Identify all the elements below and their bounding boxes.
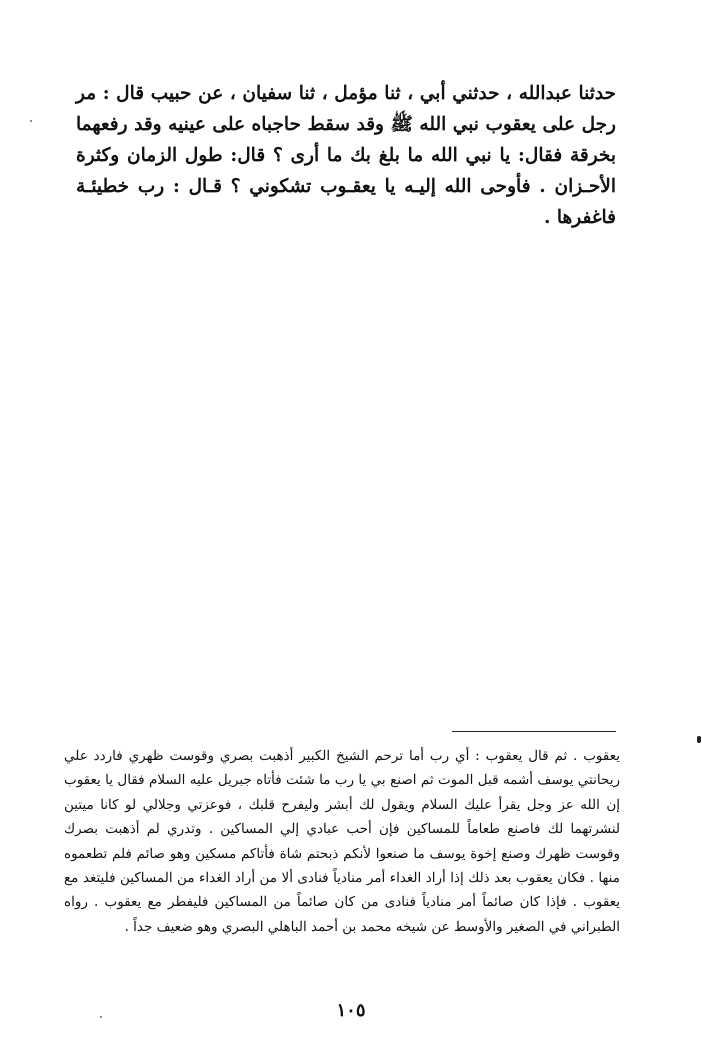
scan-speck (30, 120, 32, 122)
footnote-separator (452, 731, 616, 732)
margin-mark (697, 736, 701, 743)
footnotes-block (64, 744, 620, 939)
scan-speck (100, 1016, 102, 1018)
footnote-paragraph: يعقوب . ثم قال يعقوب : أي رب أما ترحم الشيخ الكبير أذهبت بصري وقوست ظهري فاردد علي ريحانتي يوسف أشمه قبل الموت ثم اصنع بي يا رب ما شئت فأتاه جبريل عليه السلام فقال يا يعقوب إن الله عز وجل يقرأ عليك السلام ويقول لك أبشر وليفرح قلبك ، فوعزتي وجلالي لو كانا ميتين لنشرتهما لك فاصنع طعاماً للمساكين فإن أحب عبادي إلي المساكين . وتدري لم أذهبت بصرك وقوست ظهرك وصنع إخوة يوسف ما صنعوا لأنكم ذبحتم شاة فأتاكم مسكين وهو صائم فلم تطعموه منها . فكان يعقوب بعد ذلك إذا أراد الغداء أمر منادياً فنادى ألا من أراد الغداء من المساكين فليتغد مع يعقوب . فإذا كان صائماً أمر منادياً فنادى من كان صائماً من المساكين فليفطر مع يعقوب . رواه الطبراني في الصغير والأوسط عن شيخه محمد بن أحمد الباهلي البصري وهو ضعيف جداً . (64, 748, 620, 935)
main-text-block (76, 78, 616, 233)
main-paragraph: حدثنا عبدالله ، حدثني أبي ، ثنا مؤمل ، ثنا سفيان ، عن حبيب قال : مر رجل على يعقوب نبي الله ﷺ وقد سقط حاجباه على عينيه وقد رفعهما بخرقة فقال: يا نبي الله ما بلغ بك ما أرى ؟ قال: طول الزمان وكثرة الأحـزان . فأوحى الله إليـه يا يعقـوب تشكوني ؟ قـال : رب خطيئـة فاغفرها . (76, 83, 616, 228)
page-number: ١٠٥ (336, 1000, 366, 1021)
